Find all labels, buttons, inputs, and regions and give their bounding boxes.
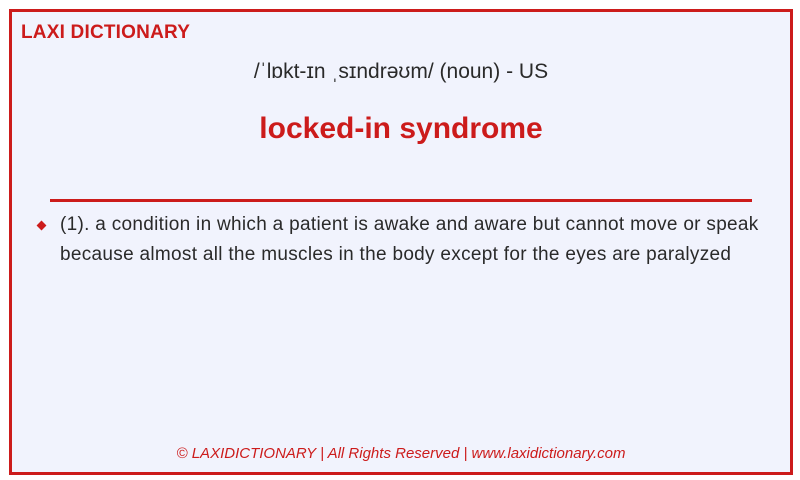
- brand-logo-text: LAXI DICTIONARY: [21, 22, 191, 43]
- part-of-speech: (noun): [439, 60, 501, 83]
- footer-copyright: © LAXIDICTIONARY | All Rights Reserved | www.laxidictionary.com: [176, 445, 626, 462]
- region-label: US: [518, 60, 549, 83]
- bullet-diamond-icon: [37, 221, 47, 231]
- pronunciation: /ˈlɒkt-ɪn ˌsɪndrəʊm/: [253, 60, 434, 83]
- pronunciation-line: [12, 60, 790, 84]
- dictionary-card: [9, 9, 793, 475]
- headword: locked-in syndrome: [259, 112, 543, 145]
- definition-text: (1). a condition in which a patient is awake and aware but cannot move or speak because almost all the muscles in the body except for the eyes are paralyzed: [60, 214, 759, 265]
- separator: -: [506, 60, 514, 83]
- divider: [50, 199, 752, 202]
